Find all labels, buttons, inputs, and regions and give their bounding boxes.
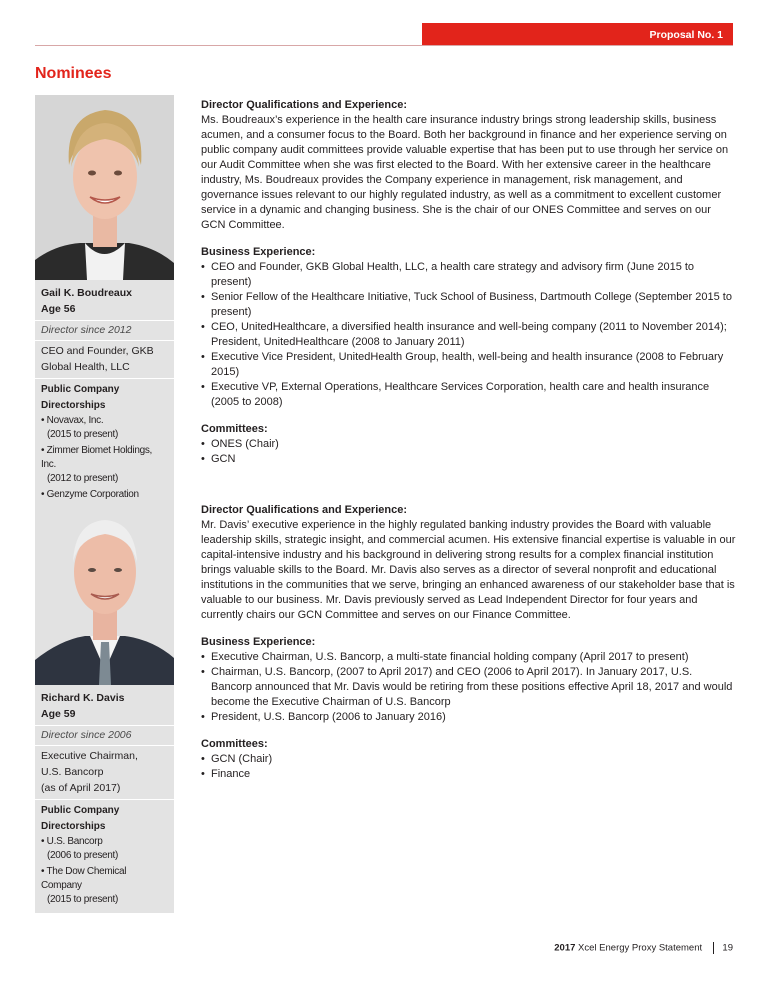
business-list: [201, 260, 736, 410]
business-item: • Executive Chairman, U.S. Bancorp, a multi-state financial holding company (April 2017 to present): [201, 650, 736, 665]
directorships-heading: [41, 379, 168, 414]
nominee-content-boudreaux: [201, 98, 736, 479]
page-footer: [554, 942, 733, 954]
current-role: [35, 341, 174, 379]
directorship-item: [41, 444, 168, 488]
qualifications-heading: Director Qualifications and Experience:: [201, 504, 408, 516]
footer-year: 2017: [554, 942, 576, 954]
directorships-heading: [41, 800, 168, 835]
committees-list: [201, 752, 736, 782]
nominee-photo-boudreaux: [35, 95, 174, 280]
committees-heading: Committees:: [201, 423, 268, 435]
directorship-period: (2006 to present): [47, 850, 119, 861]
directorship-company: • Novavax, Inc.: [41, 415, 104, 426]
business-item: • CEO and Founder, GKB Global Health, LLC, a health care strategy and advisory firm (June 2015 to present): [201, 260, 736, 290]
directorships-heading-line: Directorships: [41, 400, 106, 411]
business-item: • Senior Fellow of the Healthcare Initiative, Tuck School of Business, Dartmouth College (September 2015 to present): [201, 290, 736, 320]
role-line: CEO and Founder, GKB: [41, 345, 154, 357]
nominee-age: Age 59: [41, 708, 76, 720]
nominee-content-davis: [201, 503, 736, 794]
business-heading: Business Experience:: [201, 636, 316, 648]
business-item: • President, U.S. Bancorp (2006 to January 2016): [201, 710, 736, 725]
directorship-period: (2015 to present): [47, 894, 119, 905]
role-line: Global Health, LLC: [41, 361, 130, 373]
committee-item: • Finance: [201, 767, 736, 782]
footer-title: Xcel Energy Proxy Statement: [578, 942, 703, 954]
role-line: Executive Chairman,: [41, 750, 138, 762]
director-since: Director since 2012: [35, 321, 174, 341]
current-role: [35, 746, 174, 800]
business-heading: Business Experience:: [201, 246, 316, 258]
business-item: • CEO, UnitedHealthcare, a diversified health insurance and well-being company (2011 to November 2014); President, UnitedHealthcare (2008 to January 2011): [201, 320, 736, 350]
directorship-item: [41, 835, 168, 865]
committees-list: [201, 437, 736, 467]
committee-item: • ONES (Chair): [201, 437, 736, 452]
proposal-tab: Proposal No. 1: [422, 23, 733, 45]
qualifications-text: Ms. Boudreaux’s experience in the health care insurance industry brings strong leadership skills, business acumen, and a consumer focus to the Board. Both her background in finance and her experience serving on public company audit committees provide valuable expertise that has been put to use through her service on our Audit Committee when she was first elected to the Board. With her extensive career in the healthcare industry, Ms. Boudreaux provides the Company experience in management, risk management, and governance issues relevant to our highly regulated industry, as well as a commitment to excellent customer service in a dynamic and changing business. She is the chair of our ONES Committee and serves on our GCN Committee.: [201, 114, 729, 231]
top-divider: [35, 45, 733, 46]
nominee-age: Age 56: [41, 303, 76, 315]
role-line: (as of April 2017): [41, 782, 121, 794]
directorship-period: (2015 to present): [47, 429, 119, 440]
directorships-heading-line: Directorships: [41, 821, 106, 832]
nominee-name-age: [35, 280, 174, 321]
qualifications-text: Mr. Davis’ executive experience in the highly regulated banking industry provides the Board with valuable leadership skills, strategic insight, and commercial acumen. His extensive financial expertise is valuable in our capital-intensive industry and his background in delivering strong results for a complex financial institution brings valuable skills to the Board. Mr. Davis also serves as a director of several nonprofit and educational institutions in the communities that we serve, bringing an enhanced awareness of our stakeholder base that is valuable to our business. Mr. Davis previously served as Lead Independent Director for four years and currently chairs our GCN Committee and serves on our Finance Committee.: [201, 519, 736, 621]
qualifications-heading: Director Qualifications and Experience:: [201, 99, 408, 111]
nominee-sidebar-boudreaux: [35, 280, 174, 522]
business-item: • Chairman, U.S. Bancorp, (2007 to April 2017) and CEO (2006 to April 2017). In January 2017, U.S. Bancorp announced that Mr. Davis would be retiring from these positions effective April 18, 2017 and would become the Executive Chairman of U.S. Bancorp: [201, 665, 736, 710]
nominee-name: Gail K. Boudreaux: [41, 287, 133, 299]
directorship-company: • Genzyme Corporation: [41, 489, 139, 500]
directorship-company: • U.S. Bancorp: [41, 836, 103, 847]
page-number: 19: [722, 942, 733, 954]
directorship-company: • Zimmer Biomet Holdings, Inc.: [41, 445, 153, 470]
directorships-heading-line: Public Company: [41, 384, 120, 395]
directorship-company: • The Dow Chemical Company: [41, 866, 127, 891]
footer-separator: [713, 942, 714, 954]
role-line: U.S. Bancorp: [41, 766, 104, 778]
nominee-name: Richard K. Davis: [41, 692, 125, 704]
committee-item: • GCN: [201, 452, 736, 467]
section-title: Nominees: [35, 65, 112, 82]
committee-item: • GCN (Chair): [201, 752, 736, 767]
directorships-heading-line: Public Company: [41, 805, 120, 816]
director-since: Director since 2006: [35, 726, 174, 746]
business-list: [201, 650, 736, 725]
nominee-photo-davis: [35, 500, 174, 685]
committees-heading: Committees:: [201, 738, 268, 750]
directorships-block: [35, 800, 174, 913]
business-item: • Executive VP, External Operations, Healthcare Services Corporation, health care and health insurance (2005 to 2008): [201, 380, 736, 410]
directorship-item: [41, 865, 168, 909]
nominee-sidebar-davis: [35, 685, 174, 913]
nominee-name-age: [35, 685, 174, 726]
directorship-period: (2012 to present): [47, 473, 119, 484]
business-item: • Executive Vice President, UnitedHealth Group, health, well-being and health insurance (2008 to February 2015): [201, 350, 736, 380]
directorship-item: [41, 414, 168, 444]
